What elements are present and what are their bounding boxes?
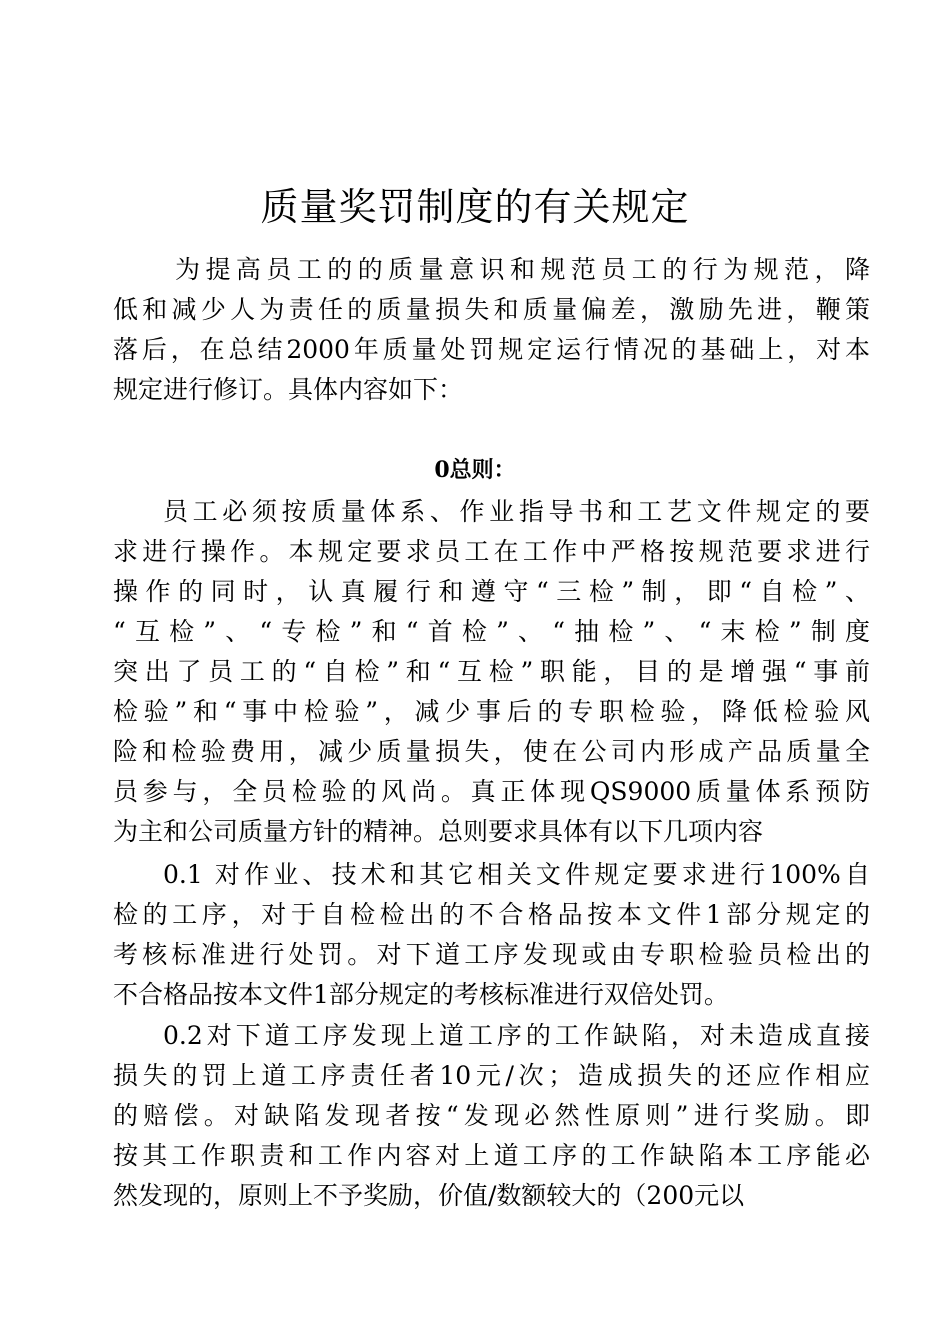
general-line: 为主和公司质量方针的精神。总则要求具体有以下几项内容 [113, 817, 764, 846]
intro-line: 规定进行修订。具体内容如下： [113, 375, 464, 404]
clause-0-1-line: 检的工序，对于自检检出的不合格品按本文件1部分规定的 [113, 900, 870, 929]
intro-line: 落后，在总结2000年质量处罚规定运行情况的基础上，对本 [113, 335, 870, 364]
clause-0-2-line: 0.2对下道工序发现上道工序的工作缺陷，对未造成直接 [163, 1021, 870, 1050]
clause-0-1-paragraph [113, 855, 870, 1015]
clause-0-1-line: 考核标准进行处罚。对下道工序发现或由专职检验员检出的 [113, 940, 870, 969]
general-line: 求进行操作。本规定要求员工在工作中严格按规范要求进行 [113, 537, 870, 566]
clause-0-2-line: 然发现的，原则上不予奖励，价值/数额较大的（200元以 [113, 1181, 745, 1210]
general-paragraph [113, 492, 870, 852]
intro-line: 低和减少人为责任的质量损失和质量偏差，激励先进，鞭策 [113, 295, 870, 324]
intro-paragraph [113, 250, 870, 410]
general-line: 员参与，全员检验的风尚。真正体现QS9000质量体系预防 [113, 777, 870, 806]
general-line: 操作的同时，认真履行和遵守“三检”制，即“自检”、 [113, 577, 870, 606]
general-line: 员工必须按质量体系、作业指导书和工艺文件规定的要 [163, 497, 870, 526]
general-line: 险和检验费用，减少质量损失，使在公司内形成产品质量全 [113, 737, 870, 766]
clause-0-1-line: 不合格品按本文件1部分规定的考核标准进行双倍处罚。 [113, 980, 729, 1009]
general-line: 突出了员工的“自检”和“互检”职能，目的是增强“事前 [113, 657, 870, 686]
clause-0-1-line: 0.1 对作业、技术和其它相关文件规定要求进行100%自 [163, 860, 870, 889]
section-heading-general: 0总则： [434, 457, 516, 483]
general-line: “互检”、“专检”和“首检”、“抽检”、“末检”制度 [113, 617, 870, 646]
general-line: 检验”和“事中检验”，减少事后的专职检验，降低检验风 [113, 697, 870, 726]
clause-0-2-paragraph [113, 1016, 870, 1216]
clause-0-2-line: 按其工作职责和工作内容对上道工序的工作缺陷本工序能必 [113, 1141, 870, 1170]
document-title: 质量奖罚制度的有关规定 [260, 185, 690, 229]
intro-line: 为提高员工的的质量意识和规范员工的行为规范，降 [175, 255, 870, 284]
clause-0-2-line: 的赔偿。对缺陷发现者按“发现必然性原则”进行奖励。即 [113, 1101, 870, 1130]
clause-0-2-line: 损失的罚上道工序责任者10元/次；造成损失的还应作相应 [113, 1061, 870, 1090]
